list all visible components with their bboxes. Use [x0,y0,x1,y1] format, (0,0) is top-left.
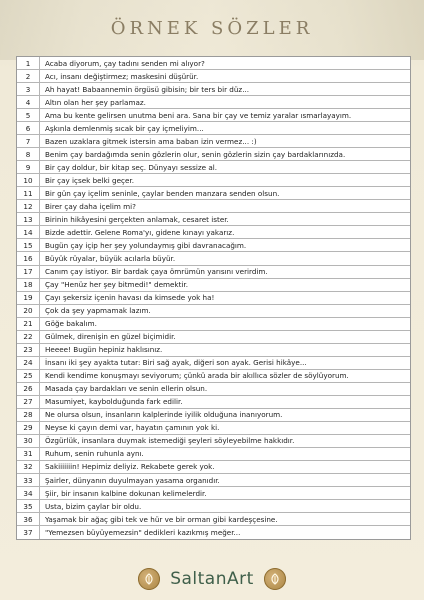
quotes-table [16,56,411,540]
row-number: 2 [17,70,40,82]
quote-text: Bizde adettir. Gelene Roma'yı, gidene kınayı yakarız. [45,227,235,237]
table-row [17,344,410,357]
quote-text: İnsanı iki şey ayakta tutar: Biri sağ ayak, diğeri son ayak. Gerisi hikâye... [45,358,307,368]
quote-text: Usta, bizim çaylar bir oldu. [45,501,142,511]
quote-text: Masumiyet, kaybolduğunda fark edilir. [45,397,183,407]
quote-text: Bazen uzaklara gitmek istersin ama baban izin vermez... :) [45,136,257,146]
quote-text: Bugün çay içip her şey yolundaymış gibi davranacağım. [45,240,247,250]
quote-text: Aşkınla demlenmiş sıcak bir çay içmeliyim... [45,123,204,133]
table-row [17,487,410,500]
row-number: 10 [17,174,40,186]
page-title: ÖRNEK SÖZLER [110,18,314,39]
row-number: 24 [17,357,40,369]
leaf-emblem-icon [138,568,160,590]
table-row [17,422,410,435]
quote-text: Yaşamak bir ağaç gibi tek ve hür ve bir orman gibi kardeşçesine. [45,514,278,524]
table-row [17,122,410,135]
quote-text: Şairler, dünyanın duyulmayan yasama organıdır. [45,475,220,485]
row-number: 7 [17,135,40,147]
row-number: 29 [17,422,40,434]
quote-text: Birinin hikâyesini gerçekten anlamak, cesaret ister. [45,214,229,224]
row-number: 31 [17,448,40,460]
quote-text: Çok da şey yapmamak lazım. [45,306,151,316]
table-row [17,383,410,396]
table-row [17,70,410,83]
quote-text: Bir gün çay içelim seninle, çaylar benden manzara senden olsun. [45,188,280,198]
footer [0,558,424,600]
row-number: 35 [17,500,40,512]
row-number: 22 [17,331,40,343]
table-row [17,161,410,174]
table-row [17,279,410,292]
row-number: 23 [17,344,40,356]
table-row [17,396,410,409]
quote-text: "Yemezsen büyüyemezsin" dedikleri kazıkmış meğer... [45,528,241,538]
table-row [17,252,410,265]
brand-name: SaltanArt [170,569,254,589]
row-number: 32 [17,461,40,473]
quote-text: Heeee! Bugün hepiniz haklısınız. [45,345,163,355]
table-row [17,148,410,161]
leaf-emblem-icon [264,568,286,590]
quote-text: Gülmek, direnişin en güzel biçimidir. [45,332,176,342]
quote-text: Çay "Henüz her şey bitmedi!" demektir. [45,280,188,290]
quote-text: Birer çay daha içelim mi? [45,201,136,211]
row-number: 5 [17,109,40,121]
row-number: 25 [17,370,40,382]
row-number: 13 [17,213,40,225]
quote-text: Acaba diyorum, çay tadını senden mi alıyor? [45,58,205,68]
quote-text: Canım çay istiyor. Bir bardak çaya ömrümün yarısını verirdim. [45,267,268,277]
table-row [17,135,410,148]
quote-text: Benim çay bardağımda senin gözlerin olur, senin gözlerin sizin çay bardaklarınızda. [45,149,346,159]
quote-text: Bir çay doldur, bir kitap seç. Dünyayı sessize al. [45,162,218,172]
table-row [17,187,410,200]
table-row [17,318,410,331]
row-number: 33 [17,474,40,486]
row-number: 9 [17,161,40,173]
quote-text: Kendi kendime konuşmayı seviyorum; çünkü arada bir akıllıca sözler de söylüyorum. [45,371,349,381]
table-row [17,461,410,474]
row-number: 18 [17,279,40,291]
row-number: 26 [17,383,40,395]
table-row [17,174,410,187]
row-number: 11 [17,187,40,199]
row-number: 8 [17,148,40,160]
table-row [17,500,410,513]
quote-text: Ne olursa olsun, insanların kalplerinde iyilik olduğuna inanıyorum. [45,410,283,420]
row-number: 30 [17,435,40,447]
row-number: 12 [17,200,40,212]
quote-text: Neyse ki çayın demi var, hayatın çamının yok ki. [45,423,220,433]
table-row [17,331,410,344]
table-row [17,96,410,109]
row-number: 28 [17,409,40,421]
row-number: 16 [17,252,40,264]
table-row [17,435,410,448]
quote-text: Ama bu kente gelirsen unutma beni ara. Sana bir çay ve temiz yaralar ısmarlayayım. [45,110,352,120]
quote-text: Büyük rüyalar, büyük acılarla büyür. [45,253,176,263]
row-number: 6 [17,122,40,134]
table-row [17,526,410,539]
quote-text: Çayı şekersiz içenin havası da kimsede yok ha! [45,293,215,303]
quote-text: Altın olan her şey parlamaz. [45,97,146,107]
table-row [17,513,410,526]
row-number: 4 [17,96,40,108]
quote-text: Ah hayat! Babaannemin örgüsü gibisin; bir ters bir düz... [45,84,250,94]
table-row [17,448,410,461]
row-number: 17 [17,266,40,278]
table-row [17,57,410,70]
row-number: 1 [17,57,40,69]
quote-text: Bir çay içsek belki geçer. [45,175,134,185]
row-number: 19 [17,292,40,304]
row-number: 37 [17,526,40,539]
table-row [17,109,410,122]
table-row [17,266,410,279]
row-number: 20 [17,305,40,317]
quote-text: Göğe bakalım. [45,319,97,329]
quote-text: Ruhum, senin ruhunla aynı. [45,449,144,459]
table-row [17,370,410,383]
table-row [17,226,410,239]
table-row [17,357,410,370]
row-number: 34 [17,487,40,499]
table-row [17,213,410,226]
table-row [17,83,410,96]
table-row [17,474,410,487]
table-row [17,305,410,318]
quote-text: Acı, insanı değiştirmez; maskesini düşürür. [45,71,199,81]
table-row [17,292,410,305]
row-number: 21 [17,318,40,330]
row-number: 27 [17,396,40,408]
table-row [17,409,410,422]
table-row [17,239,410,252]
quote-text: Masada çay bardakları ve senin ellerin olsun. [45,384,208,394]
row-number: 3 [17,83,40,95]
row-number: 36 [17,513,40,525]
row-number: 15 [17,239,40,251]
table-row [17,200,410,213]
quote-text: Sakiiiiiiin! Hepimiz deliyiz. Rekabete gerek yok. [45,462,215,472]
row-number: 14 [17,226,40,238]
quote-text: Özgürlük, insanlara duymak istemediği şeyleri söyleyebilme hakkıdır. [45,436,295,446]
quote-text: Şiir, bir insanın kalbine dokunan kelimelerdir. [45,488,207,498]
